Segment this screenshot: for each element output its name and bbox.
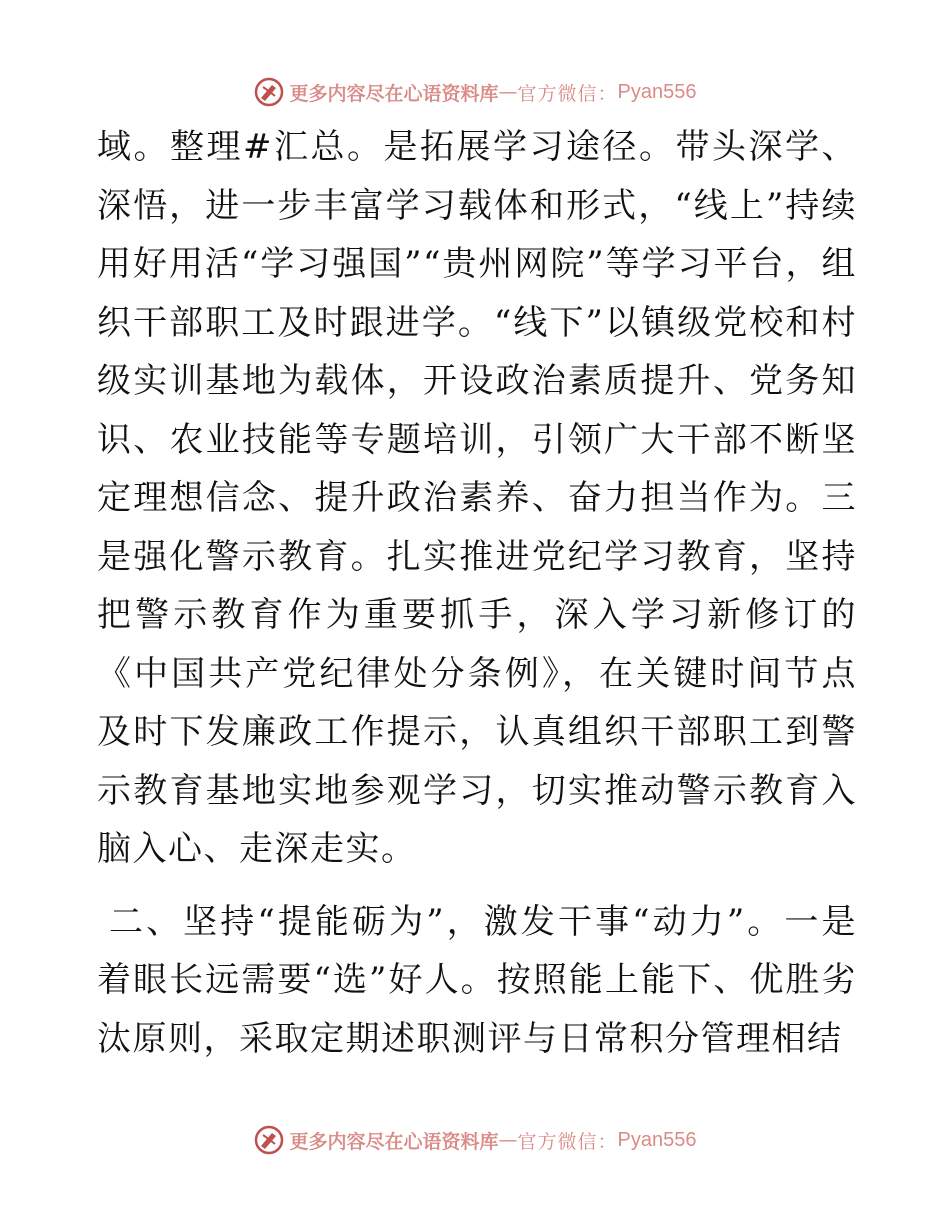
watermark-wechat-id: Pyan556 (617, 80, 697, 103)
watermark-wechat-label: 官方微信： (517, 1130, 618, 1153)
watermark-brand-text: 更多内容尽在心语资料库 (289, 82, 499, 105)
paragraph-1: 域。整理#汇总。是拓展学习途径。带头深学、深悟，进一步丰富学习载体和形式，“线上”持续用好用活“学习强国”“贵州网院”等学习平台，组织干部职工及时跟进学。“线下”以镇级党校和村级实训基地为载体，开设政治素质提升、党务知识、农业技能等专题培训，引领广大干部不断坚定理想信念、提升政治素养、奋力担当作为。三是强化警示教育。扎实推进党纪学习教育，坚持把警示教育作为重要抓手，深入学习新修订的《中国共产党纪律处分条例》，在关键时间节点及时下发廉政工作提示，认真组织干部职工到警示教育基地实地参观学习，切实推动警示教育入脑入心、走深走实。 (97, 127, 857, 869)
footer-watermark (0, 1120, 950, 1160)
brand-logo-icon (254, 77, 284, 107)
header-watermark (0, 72, 950, 112)
watermark-wechat-label: 官方微信： (517, 82, 618, 105)
watermark-separator: — (498, 1129, 518, 1151)
watermark-separator: — (498, 81, 518, 103)
brand-logo-icon (254, 1125, 284, 1155)
watermark-brand-text: 更多内容尽在心语资料库 (289, 1130, 499, 1153)
document-body (97, 118, 857, 1068)
watermark-wechat-id: Pyan556 (617, 1128, 697, 1151)
paragraph-2: 二、坚持“提能砺为”，激发干事“动力”。一是着眼长远需要“选”好人。按照能上能下、优胜劣汰原则，采取定期述职测评与日常积分管理相结 (97, 901, 857, 1059)
